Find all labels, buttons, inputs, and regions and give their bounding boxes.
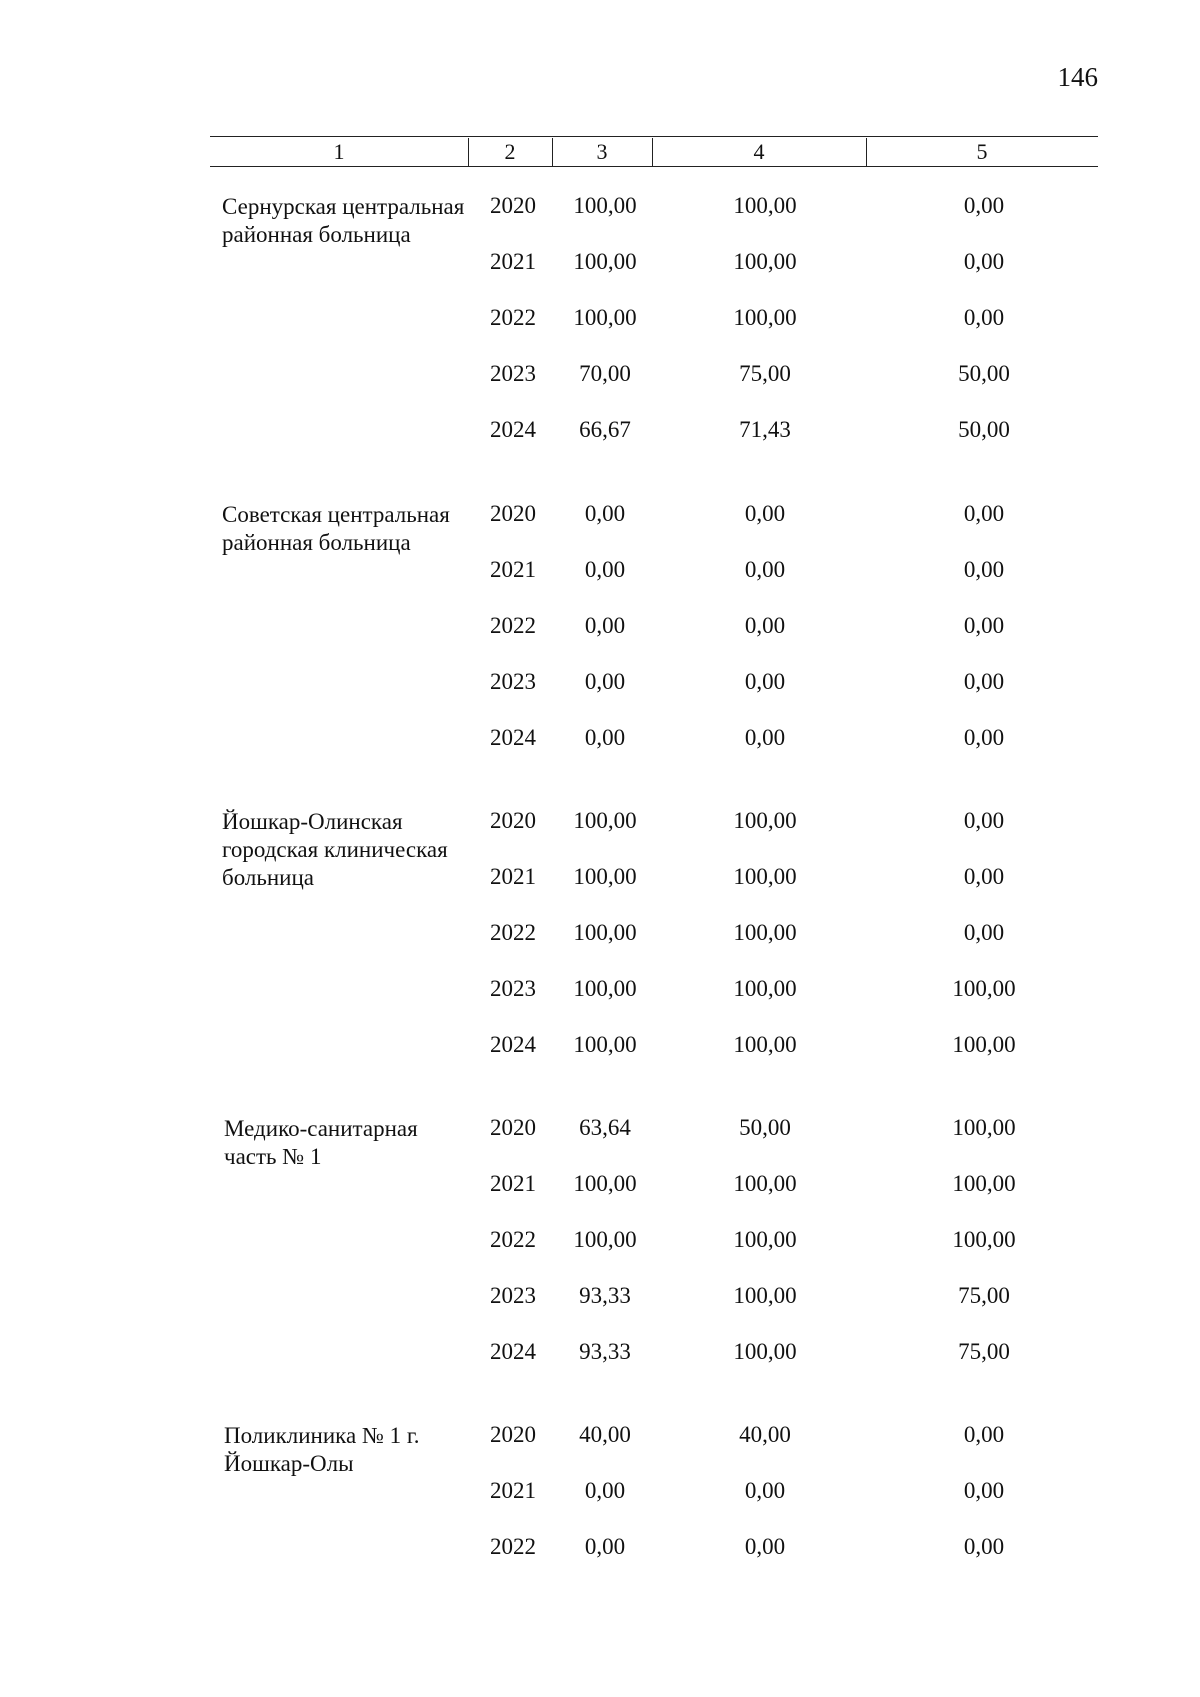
- value-cell-col3: 0,00: [584, 501, 626, 526]
- table-row: [0, 499, 1200, 529]
- table-row: [0, 247, 1200, 277]
- table-row: [0, 359, 1200, 389]
- value-cell-col3: 100,00: [573, 864, 637, 889]
- organization-name: Йошкар-Олинская городская клиническая больница: [222, 809, 448, 890]
- organization-block: [0, 501, 1200, 791]
- year-cell: 2023: [490, 669, 536, 694]
- year-cell: 2020: [490, 1115, 536, 1140]
- value-cell-col4: 0,00: [744, 613, 786, 638]
- table-row: [0, 723, 1200, 753]
- value-cell-col4: 40,00: [739, 1422, 791, 1447]
- value-cell-col4: 100,00: [733, 864, 797, 889]
- value-cell-col5: 0,00: [963, 613, 1005, 638]
- table-row: [0, 1113, 1200, 1143]
- value-cell-col5: 100,00: [952, 1171, 1016, 1196]
- year-cell: 2021: [490, 557, 536, 582]
- organization-name: Медико-санитарная часть № 1: [224, 1116, 418, 1169]
- value-cell-col4: 75,00: [739, 361, 791, 386]
- table-row: [0, 806, 1200, 836]
- page-number: 146: [1057, 62, 1098, 92]
- value-cell-col4: 0,00: [744, 669, 786, 694]
- value-cell-col3: 0,00: [584, 725, 626, 750]
- value-cell-col3: 100,00: [573, 305, 637, 330]
- table-row: [0, 415, 1200, 445]
- year-cell: 2023: [490, 976, 536, 1001]
- value-cell-col3: 93,33: [579, 1283, 631, 1308]
- table-row: [0, 1476, 1200, 1506]
- value-cell-col5: 0,00: [963, 864, 1005, 889]
- value-cell-col3: 0,00: [584, 669, 626, 694]
- year-cell: 2021: [490, 1478, 536, 1503]
- value-cell-col3: 70,00: [579, 361, 631, 386]
- value-cell-col5: 0,00: [963, 501, 1005, 526]
- value-cell-col4: 0,00: [744, 501, 786, 526]
- value-cell-col4: 71,43: [739, 417, 791, 442]
- value-cell-col5: 0,00: [963, 1534, 1005, 1559]
- year-cell: 2024: [490, 1032, 536, 1057]
- value-cell-col3: 100,00: [573, 249, 637, 274]
- value-cell-col4: 100,00: [733, 1032, 797, 1057]
- value-cell-col3: 100,00: [573, 1227, 637, 1252]
- value-cell-col3: 0,00: [584, 1534, 626, 1559]
- value-cell-col5: 75,00: [958, 1283, 1010, 1308]
- value-cell-col4: 100,00: [733, 920, 797, 945]
- value-cell-col4: 0,00: [744, 725, 786, 750]
- column-header-4: 4: [753, 139, 765, 164]
- column-header-5: 5: [976, 139, 988, 164]
- value-cell-col5: 50,00: [958, 417, 1010, 442]
- value-cell-col4: 0,00: [744, 1478, 786, 1503]
- value-cell-col5: 0,00: [963, 193, 1005, 218]
- year-cell: 2024: [490, 725, 536, 750]
- value-cell-col4: 100,00: [733, 193, 797, 218]
- table-row: [0, 1337, 1200, 1367]
- value-cell-col5: 0,00: [963, 725, 1005, 750]
- table-row: [0, 918, 1200, 948]
- value-cell-col4: 100,00: [733, 249, 797, 274]
- value-cell-col5: 0,00: [963, 557, 1005, 582]
- value-cell-col5: 50,00: [958, 361, 1010, 386]
- value-cell-col3: 100,00: [573, 976, 637, 1001]
- table-row: [0, 611, 1200, 641]
- value-cell-col5: 0,00: [963, 808, 1005, 833]
- value-cell-col4: 50,00: [739, 1115, 791, 1140]
- value-cell-col3: 0,00: [584, 1478, 626, 1503]
- value-cell-col3: 63,64: [579, 1115, 631, 1140]
- table-row: [0, 667, 1200, 697]
- value-cell-col4: 100,00: [733, 808, 797, 833]
- year-cell: 2021: [490, 249, 536, 274]
- table-row: [0, 974, 1200, 1004]
- year-cell: 2022: [490, 613, 536, 638]
- table-header-rule: [210, 166, 1098, 167]
- value-cell-col4: 100,00: [733, 1283, 797, 1308]
- table-row: [0, 191, 1200, 221]
- value-cell-col3: 66,67: [579, 417, 631, 442]
- table-top-rule: [210, 136, 1098, 137]
- value-cell-col3: 93,33: [579, 1339, 631, 1364]
- column-header-1: 1: [333, 139, 345, 164]
- value-cell-col5: 0,00: [963, 1422, 1005, 1447]
- table-row: [0, 1169, 1200, 1199]
- year-cell: 2020: [490, 808, 536, 833]
- year-cell: 2023: [490, 361, 536, 386]
- value-cell-col3: 100,00: [573, 920, 637, 945]
- value-cell-col3: 100,00: [573, 1171, 637, 1196]
- value-cell-col4: 100,00: [733, 1171, 797, 1196]
- year-cell: 2022: [490, 1534, 536, 1559]
- organization-name: Советская центральная районная больница: [222, 502, 450, 555]
- table-row: [0, 1420, 1200, 1450]
- value-cell-col4: 100,00: [733, 1227, 797, 1252]
- year-cell: 2021: [490, 864, 536, 889]
- value-cell-col5: 100,00: [952, 1227, 1016, 1252]
- year-cell: 2024: [490, 417, 536, 442]
- column-header-3: 3: [596, 139, 608, 164]
- value-cell-col5: 0,00: [963, 249, 1005, 274]
- organization-block: [0, 193, 1200, 483]
- year-cell: 2023: [490, 1283, 536, 1308]
- column-header-2: 2: [504, 139, 516, 164]
- value-cell-col4: 0,00: [744, 557, 786, 582]
- table-row: [0, 555, 1200, 585]
- table-row: [0, 303, 1200, 333]
- value-cell-col3: 0,00: [584, 613, 626, 638]
- value-cell-col5: 0,00: [963, 1478, 1005, 1503]
- organization-block: [0, 1422, 1200, 1602]
- organization-name: Поликлиника № 1 г. Йошкар-Олы: [224, 1423, 420, 1476]
- value-cell-col3: 0,00: [584, 557, 626, 582]
- table-row: [0, 862, 1200, 892]
- value-cell-col5: 100,00: [952, 1115, 1016, 1140]
- value-cell-col4: 100,00: [733, 305, 797, 330]
- organization-block: [0, 808, 1200, 1098]
- organization-block: [0, 1115, 1200, 1405]
- value-cell-col3: 100,00: [573, 808, 637, 833]
- organization-name: Сернурская центральная районная больница: [222, 194, 465, 247]
- value-cell-col3: 100,00: [573, 193, 637, 218]
- year-cell: 2024: [490, 1339, 536, 1364]
- year-cell: 2021: [490, 1171, 536, 1196]
- year-cell: 2022: [490, 305, 536, 330]
- value-cell-col5: 100,00: [952, 976, 1016, 1001]
- year-cell: 2022: [490, 920, 536, 945]
- year-cell: 2022: [490, 1227, 536, 1252]
- table-row: [0, 1532, 1200, 1562]
- value-cell-col5: 0,00: [963, 305, 1005, 330]
- year-cell: 2020: [490, 193, 536, 218]
- value-cell-col5: 100,00: [952, 1032, 1016, 1057]
- value-cell-col3: 40,00: [579, 1422, 631, 1447]
- value-cell-col4: 0,00: [744, 1534, 786, 1559]
- table-row: [0, 1030, 1200, 1060]
- year-cell: 2020: [490, 1422, 536, 1447]
- value-cell-col5: 75,00: [958, 1339, 1010, 1364]
- year-cell: 2020: [490, 501, 536, 526]
- value-cell-col4: 100,00: [733, 976, 797, 1001]
- value-cell-col5: 0,00: [963, 920, 1005, 945]
- value-cell-col5: 0,00: [963, 669, 1005, 694]
- table-row: [0, 1281, 1200, 1311]
- table-row: [0, 1225, 1200, 1255]
- value-cell-col3: 100,00: [573, 1032, 637, 1057]
- value-cell-col4: 100,00: [733, 1339, 797, 1364]
